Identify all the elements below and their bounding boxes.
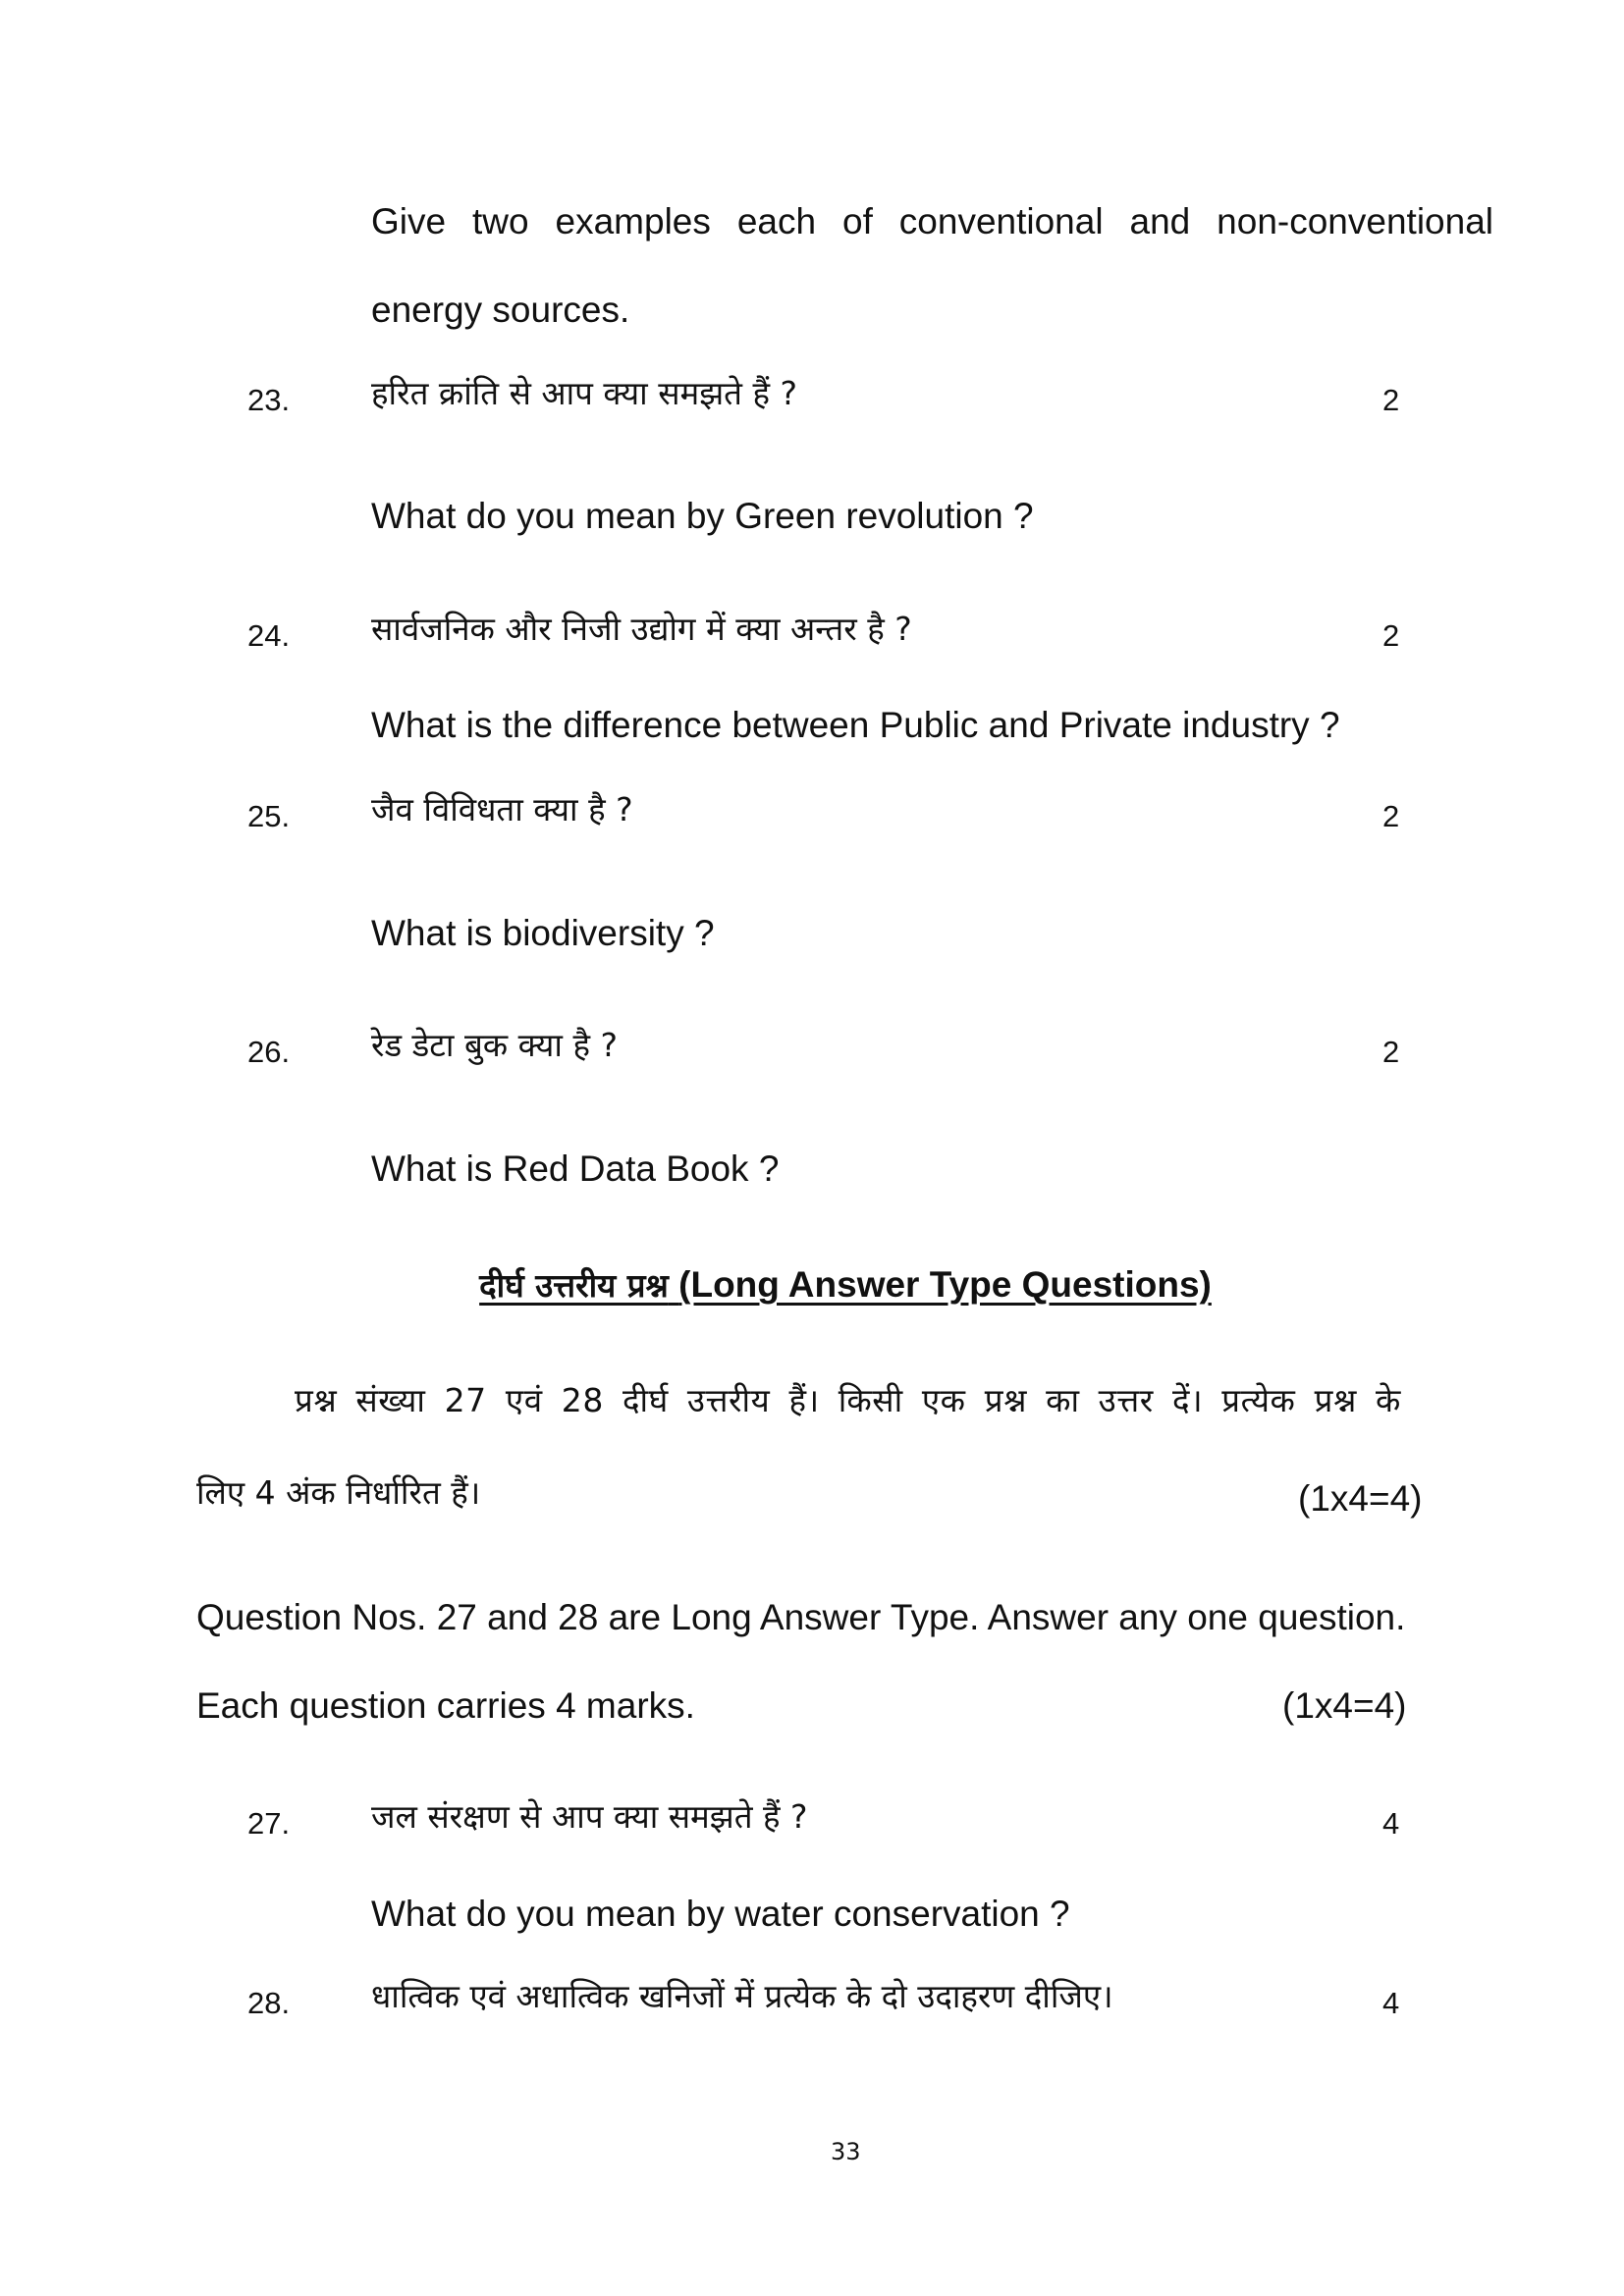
question-english: What is the difference between Public and Private industry ? (371, 705, 1340, 745)
question-number: 27. (247, 1806, 291, 1841)
question-hindi: धात्विक एवं अधात्विक खनिजों में प्रत्येक के दो उदाहरण दीजिए। (371, 1977, 1113, 2015)
question-number: 28. (247, 1986, 291, 2020)
word: Give (371, 201, 447, 241)
instructions-english-line-1: Question Nos. 27 and 28 are Long Answer Type. Answer any one question. (196, 1597, 1406, 1637)
question-marks: 2 (1382, 799, 1400, 833)
question-marks: 2 (1382, 1035, 1400, 1069)
instructions-hindi-line-1: प्रश्न संख्या 27 एवं 28 दीर्घ उत्तरीय हैं। किसी एक प्रश्न का उत्तर दें। प्रत्येक प्रश्न के (295, 1381, 1401, 1419)
question-english: What is Red Data Book ? (371, 1148, 780, 1189)
question-number: 23. (247, 383, 291, 417)
instructions-english-marks: (1x4=4) (1282, 1685, 1407, 1726)
question-hindi: रेड डेटा बुक क्या है ? (371, 1026, 619, 1064)
question-marks: 4 (1382, 1986, 1400, 2020)
word: of (842, 201, 873, 241)
question-english: What is biodiversity ? (371, 913, 715, 953)
question-hindi: हरित क्रांति से आप क्या समझते हैं ? (371, 374, 798, 412)
continued-question-line-1 (371, 203, 1493, 240)
word: and (1129, 201, 1191, 241)
question-marks: 4 (1382, 1806, 1400, 1841)
section-heading-english: (Long Answer Type Questions) (678, 1264, 1212, 1305)
instructions-hindi-line-2: लिए 4 अंक निर्धारित हैं। (196, 1473, 481, 1512)
question-hindi: जैव विविधता क्या है ? (371, 790, 633, 828)
word: each (736, 201, 817, 241)
question-marks: 2 (1382, 618, 1400, 653)
question-marks: 2 (1382, 383, 1400, 417)
word: examples (555, 201, 711, 241)
question-number: 24. (247, 618, 291, 653)
word: non-conventional (1217, 201, 1493, 241)
question-english: What do you mean by water conservation ? (371, 1894, 1070, 1934)
instructions-hindi-marks: (1x4=4) (1298, 1478, 1423, 1519)
section-heading-hindi: दीर्घ उत्तरीय प्रश्न (479, 1266, 669, 1305)
continued-question-line-2: energy sources. (371, 290, 630, 330)
instructions-english-line-2: Each question carries 4 marks. (196, 1685, 695, 1726)
question-hindi: सार्वजनिक और निजी उद्योग में क्या अन्तर है ? (371, 610, 912, 648)
word: two (472, 201, 529, 241)
question-number: 25. (247, 799, 291, 833)
page-number: 33 (831, 2138, 861, 2165)
question-hindi: जल संरक्षण से आप क्या समझते हैं ? (371, 1797, 808, 1836)
word: conventional (898, 201, 1104, 241)
question-number: 26. (247, 1035, 291, 1069)
question-english: What do you mean by Green revolution ? (371, 496, 1034, 536)
section-heading (0, 1266, 1624, 1303)
